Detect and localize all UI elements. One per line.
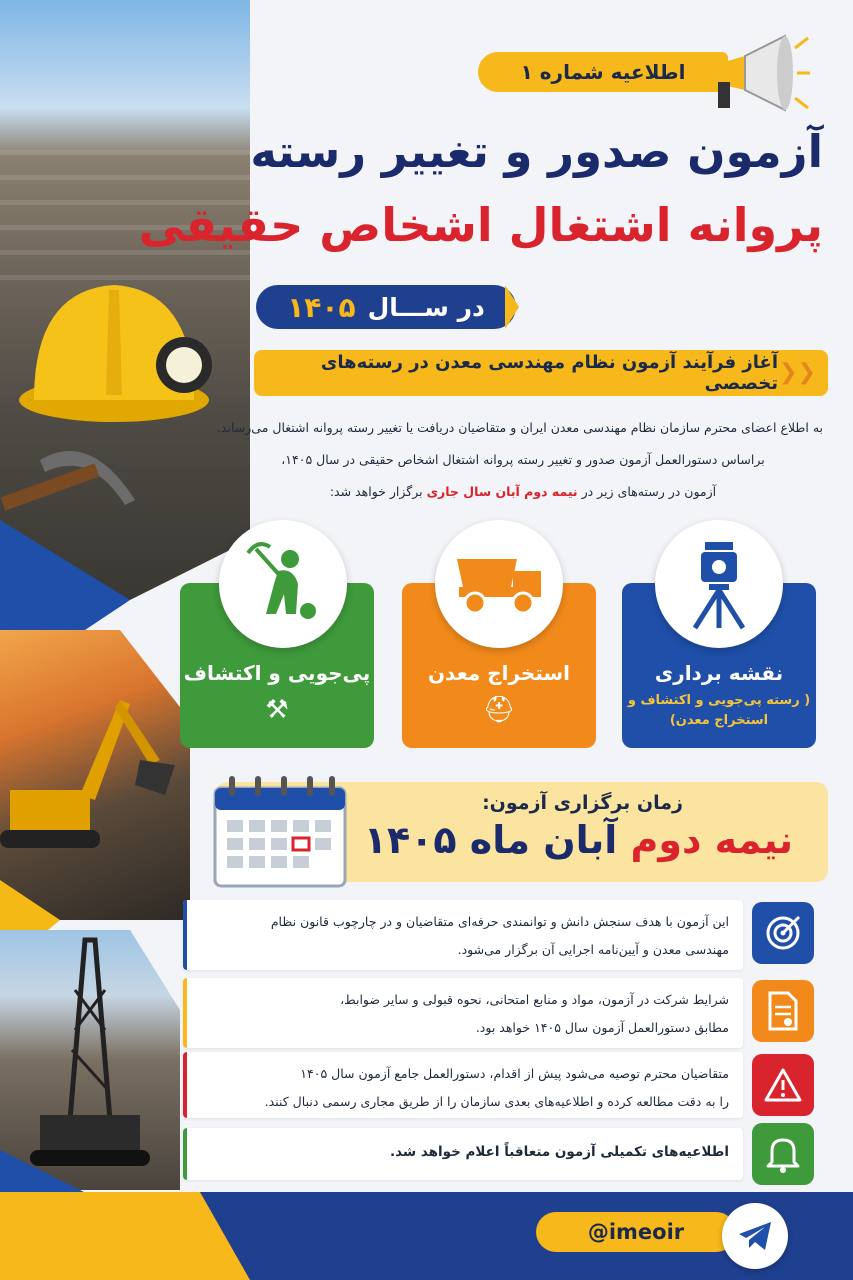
intro-highlight: نیمه دوم آبان سال جاری	[426, 484, 578, 499]
telegram-handle[interactable]: @imeoir	[536, 1212, 736, 1252]
exam-date-label: زمان برگزاری آزمون:	[482, 792, 683, 814]
drilling-rig-photo	[0, 930, 180, 1190]
info-row-purpose: این آزمون با هدف سنجش دانش و توانمندی حرفه‌ای متقاضیان و در چارچوب قانون نظام مهندسی معدن و آیین‌نامه اجرایی آن برگزار می‌شود.	[183, 900, 743, 970]
mining-helmet-icon	[14, 270, 214, 430]
category-note: ( رسته پی‌جویی و اکتشاف و استخراج معدن)	[627, 693, 811, 728]
helmet-icon: ⛑	[482, 695, 516, 725]
info-row-advice: متقاضیان محترم توصیه می‌شود پیش از اقدام، دستورالعمل جامع آزمون سال ۱۴۰۵ را به دقت مطالعه کرده و اطلاعیه‌های بعدی سازمان را از طریق مجاری رسمی دنبال کنند.	[183, 1052, 743, 1118]
info-row-announcement: اطلاعیه‌های تکمیلی آزمون متعاقباً اعلام خواهد شد.	[183, 1128, 743, 1180]
calendar-icon	[205, 770, 355, 890]
notice-tag: اطلاعیه شماره ۱	[478, 52, 728, 92]
info-row-conditions: شرایط شرکت در آزمون، مواد و منابع امتحانی، نحوه قبولی و سایر ضوابط، مطابق دستورالعمل آزمون سال ۱۴۰۵ خواهد بود.	[183, 978, 743, 1048]
intro-line3: آزمون در رسته‌های زیر در نیمه دوم آبان سال جاری برگزار خواهد شد:	[329, 484, 717, 499]
subhead-banner	[254, 350, 828, 396]
year-pill	[256, 285, 516, 329]
intro-text	[216, 412, 823, 508]
year-arrow	[505, 285, 519, 329]
open-pit-mine-photo	[0, 0, 250, 600]
bell-icon	[752, 1123, 814, 1185]
document-icon	[752, 980, 814, 1042]
category-name: نقشه برداری	[654, 661, 784, 685]
megaphone-icon	[700, 28, 810, 118]
category-name: پی‌جویی و اکتشاف	[183, 661, 371, 685]
worker-icon	[219, 520, 347, 648]
intro-line1: به اطلاع اعضای محترم سازمان نظام مهندسی معدن ایران و متقاضیان دریافت یا تغییر رسته پروانه اشتغال می‌رساند.	[216, 420, 823, 435]
target-icon	[752, 902, 814, 964]
year-value: ۱۴۰۵	[287, 290, 356, 324]
excavator-photo	[0, 630, 190, 920]
theodolite-icon	[655, 520, 783, 648]
title-line1: آزمون صدور و تغییر رسته	[250, 125, 823, 178]
chevron-left-icon: ❮❮	[779, 360, 816, 385]
dump-truck-icon	[435, 520, 563, 648]
excavator-icon	[0, 670, 180, 870]
category-name: استخراج معدن	[427, 661, 571, 685]
warning-icon	[752, 1054, 814, 1116]
telegram-icon[interactable]	[722, 1203, 788, 1269]
drilling-rig-icon	[30, 930, 150, 1180]
intro-line2: براساس دستورالعمل آزمون صدور و تغییر رسته پروانه اشتغال اشخاص حقیقی در سال ۱۴۰۵،	[281, 452, 765, 467]
exam-date-value: نیمه دوم آبان ماه ۱۴۰۵	[363, 818, 793, 862]
year-prefix: در ســـال	[367, 292, 485, 322]
pickaxe-icon	[0, 430, 140, 530]
title-line2: پروانه اشتغال اشخاص حقیقی	[138, 198, 823, 252]
pick-hammer-icon: ⚒	[265, 695, 289, 725]
subhead-text: آغاز فرآیند آزمون نظام مهندسی معدن در رسته‌های تخصصی	[320, 352, 778, 394]
